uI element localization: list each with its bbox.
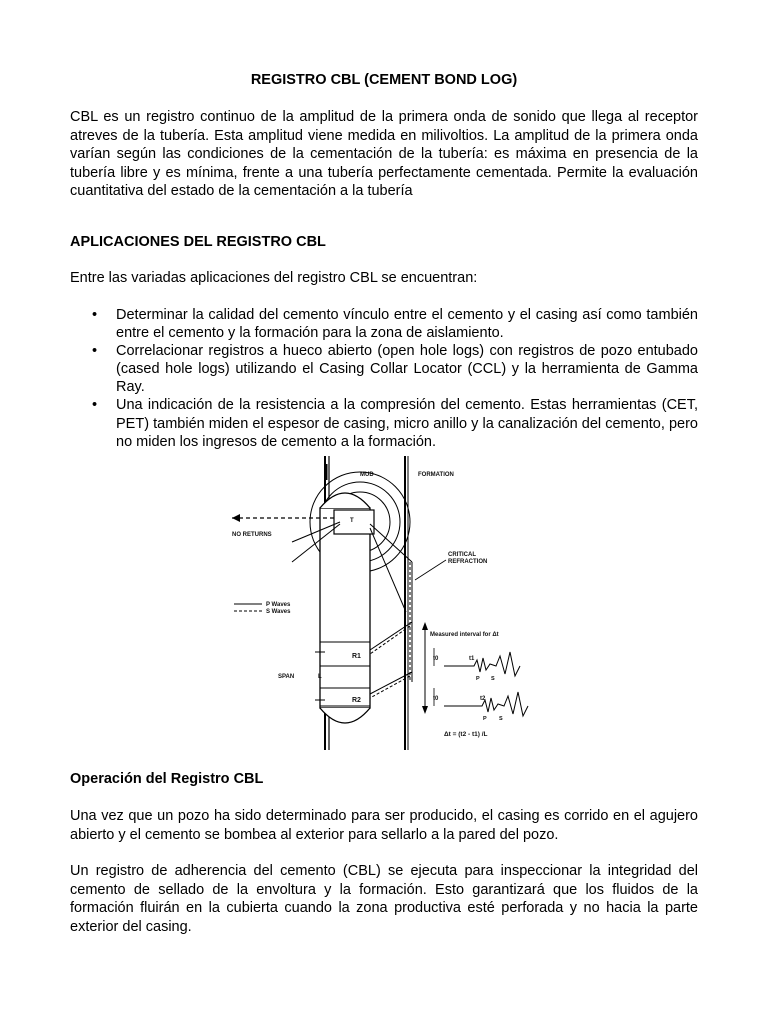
applications-lead: Entre las variadas aplicaciones del registro CBL se encuentran: (70, 270, 478, 286)
t0a-label: t0 (433, 656, 439, 662)
measured-interval-label: Measured interval for Δt (430, 632, 499, 638)
measured-interval-top-arrow (422, 622, 428, 630)
no-returns-label: NO RETURNS (232, 532, 272, 538)
critical-label: CRITICAL (448, 552, 476, 558)
operation-paragraph-2: Un registro de adherencia del cemento (CBL) se ejecuta para inspeccionar la integridad del cemento de sellado de la envoltura y la formación. Esto garantizará que los fluidos de la formación fluirán en la cubierta cuando la zona productiva esté perforada y no hacia la parte exterior del casing. (70, 863, 698, 935)
t0b-label: t0 (433, 696, 439, 702)
p-a-label: P (476, 676, 480, 682)
measured-interval-bottom-arrow (422, 706, 428, 714)
list-item (70, 306, 698, 342)
document-title: REGISTRO CBL (CEMENT BOND LOG) (250, 72, 518, 88)
delta-t-formula: Δt = (t2 - t1) /L (444, 731, 488, 738)
applications-heading: APLICACIONES DEL REGISTRO CBL (70, 234, 326, 250)
bullet-symbol: • (92, 397, 98, 414)
bullet-symbol: • (92, 343, 98, 360)
list-item-text: Correlacionar registros a hueco abierto (open hole logs) con registros de pozo entubado (cased hole logs) utilizando el Casing Collar Locator (CCL) y la herramienta de Gamma Ray. (116, 343, 698, 396)
receiver1-label: R1 (352, 653, 361, 660)
legend-s-label: S Waves (266, 609, 291, 615)
p-b-label: P (483, 716, 487, 722)
sonde-bottom (320, 708, 370, 723)
span-l-label: L (318, 674, 322, 680)
sonde-body (320, 508, 370, 708)
t2-label: t2 (480, 696, 486, 702)
s-b-label: S (499, 716, 503, 722)
operation-paragraph-1: Una vez que un pozo ha sido determinado para ser producido, el casing es corrido en el agujero abierto y el cemento se bombea al exterior para sellarlo a la pared del pozo. (70, 808, 698, 843)
refraction-label: REFRACTION (448, 559, 488, 565)
operation-heading: Operación del Registro CBL (70, 771, 264, 787)
t1-label: t1 (469, 656, 475, 662)
waveform-r1 (444, 652, 520, 676)
waveform-r2 (444, 692, 528, 716)
transmitter-label: T (350, 518, 354, 524)
intro-paragraph: CBL es un registro continuo de la amplitud de la primera onda de sonido que llega al receptor atreves de la tubería. Esta amplitud viene medida en milivoltios. La amplitud de la primera onda varían según las condiciones de la cementación de la tubería: es máxima en presencia de la tubería libre y es mínima, frente a una tubería perfectamente cementada. Permite la evaluación cuantitativa del estado de la cementación a la tubería (70, 109, 698, 200)
span-label: SPAN (278, 674, 295, 680)
mud-label: MUD (360, 472, 374, 478)
list-item-text: Determinar la calidad del cemento vínculo entre el cemento y el casing así como también entre el cemento y la formación para la zona de aislamiento. (116, 307, 698, 342)
list-item (70, 396, 698, 450)
no-returns-arrowhead (232, 514, 240, 522)
receiver2-label: R2 (352, 697, 361, 704)
formation-label: FORMATION (418, 472, 454, 478)
cbl-tool-diagram (222, 452, 562, 752)
list-item-text: Una indicación de la resistencia a la compresión del cemento. Estas herramientas (CET, PET) también miden el espesor de casing, micro anillo y la canalización del cemento, pero no miden los ingresos de cemento a la formación. (116, 397, 698, 450)
legend-p-label: P Waves (266, 602, 291, 608)
list-item (70, 342, 698, 396)
s-a-label: S (491, 676, 495, 682)
bullet-symbol: • (92, 307, 98, 323)
critical-pointer (415, 560, 446, 580)
applications-list (70, 306, 698, 451)
sonde-top (320, 493, 370, 508)
